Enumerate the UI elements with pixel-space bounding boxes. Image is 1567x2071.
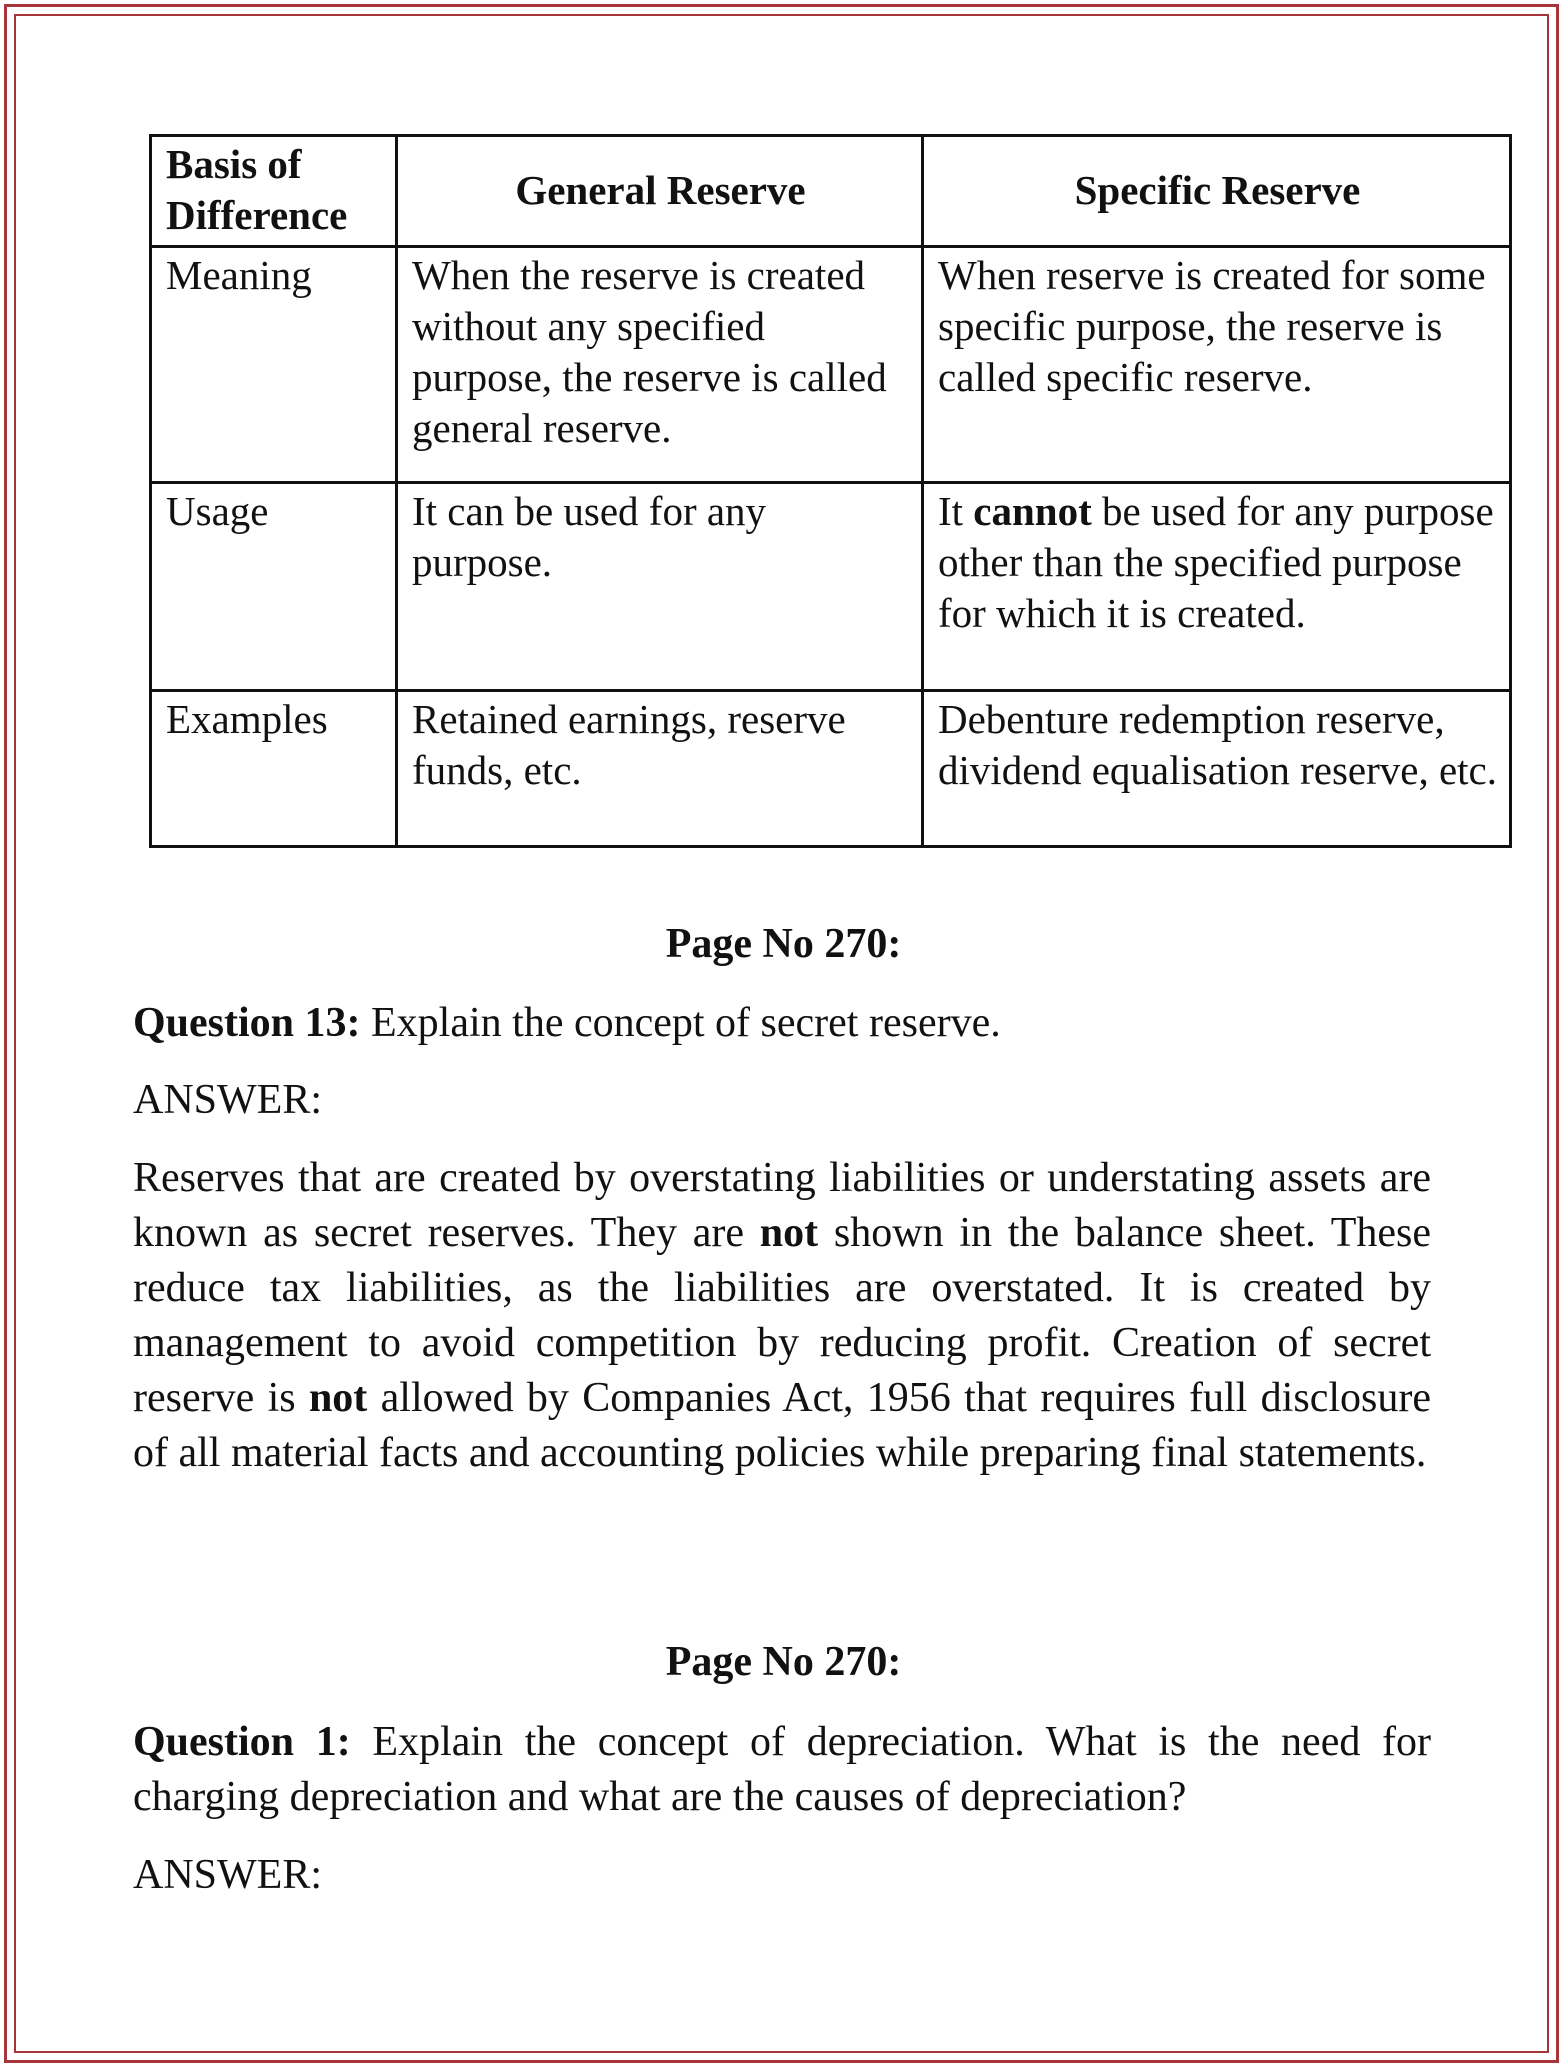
table-header-row (151, 136, 1511, 247)
answer-emphasis: not (308, 1375, 368, 1421)
row-general: It can be used for any purpose. (397, 483, 923, 691)
row-specific: Debenture redemption reserve, dividend equalisation reserve, etc. (923, 691, 1511, 847)
row-general: When the reserve is created without any specified purpose, the reserve is called general reserve. (397, 247, 923, 483)
row-specific: When reserve is created for some specific purpose, the reserve is called specific reserve. (923, 247, 1511, 483)
question-text: Explain the concept of depreciation. What is the need for charging depreciation and what are the causes of depreciation? (133, 1719, 1432, 1820)
answer-paragraph (133, 1151, 1431, 1481)
page-number-heading: Page No 270: (665, 1639, 902, 1685)
row-specific-text: be used for any purpose other than the specified purpose for which it is created. (938, 488, 1494, 636)
answer-label: ANSWER: (133, 1852, 322, 1898)
answer-text: Reserves that are created by overstating liabilities or understating assets are known as secret reserves. They are (133, 1155, 1431, 1256)
question-1 (133, 1715, 1431, 1825)
answer-text: shown in the balance sheet. These reduce tax liabilities, as the liabilities are overstated. It is created by management to avoid competition by reducing profit. Creation of secret reserve is (133, 1210, 1431, 1421)
row-specific-text: It (938, 488, 974, 534)
question-label: Question 13: (133, 1000, 361, 1046)
question-label: Question 1: (133, 1719, 351, 1765)
row-basis: Examples (151, 691, 397, 847)
answer-text: allowed by Companies Act, 1956 that requires full disclosure of all material facts and accounting policies while preparing final statements. (133, 1375, 1431, 1476)
reserve-comparison-table (149, 134, 1512, 848)
row-specific (923, 483, 1511, 691)
header-specific-reserve: Specific Reserve (923, 136, 1511, 247)
table-row (151, 483, 1511, 691)
page-number-heading: Page No 270: (665, 921, 902, 967)
question-text: Explain the concept of secret reserve. (360, 1000, 1001, 1046)
answer-emphasis: not (759, 1210, 819, 1256)
question-13 (133, 996, 1431, 1051)
table-row (151, 691, 1511, 847)
answer-label: ANSWER: (133, 1077, 322, 1123)
row-specific-emphasis: cannot (973, 488, 1092, 534)
row-basis: Usage (151, 483, 397, 691)
table-row (151, 247, 1511, 483)
row-general: Retained earnings, reserve funds, etc. (397, 691, 923, 847)
header-general-reserve: General Reserve (397, 136, 923, 247)
header-basis: Basis of Difference (151, 136, 397, 247)
row-basis: Meaning (151, 247, 397, 483)
